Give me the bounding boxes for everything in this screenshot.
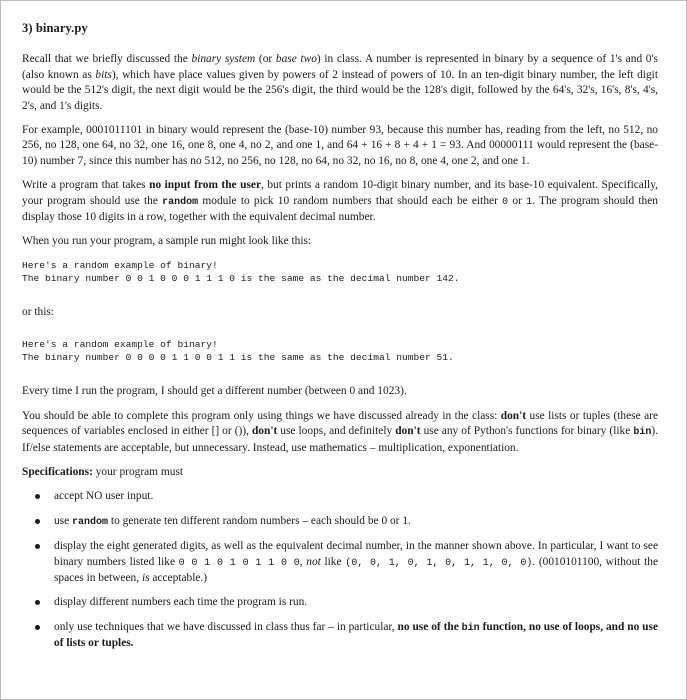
emphasis-dont: don't	[251, 425, 278, 438]
text-run: to generate ten different random numbers – each should be 0 or 1.	[108, 514, 411, 527]
text-run: would represent the (base-10) number 7, since this number has no 512, no 256, no 128, no 64, no 32, no 16, no 8, one 4, one 2, and one 1.	[22, 139, 658, 167]
text-run: For example,	[22, 124, 87, 137]
code-one: 1	[526, 196, 533, 208]
text-run: like	[320, 555, 346, 568]
emphasis-binary-system: binary system	[191, 53, 256, 66]
code-bin: bin	[633, 427, 652, 439]
text-run: . (	[532, 555, 543, 568]
paragraph-example	[22, 123, 658, 169]
paragraph-sample-intro: When you run your program, a sample run might look like this:	[22, 235, 312, 248]
emphasis-base-two: base two	[275, 53, 317, 66]
emphasis-function: function,	[479, 620, 526, 633]
assignment-sheet	[22, 21, 658, 661]
sample-run-2	[22, 338, 658, 364]
paragraph-restrictions	[22, 409, 658, 456]
bullet-icon	[35, 625, 40, 630]
sample-run-1-line-1: Here's a random example of binary!	[22, 259, 218, 271]
text-run: module to pick 10 random numbers that should each be either	[198, 194, 503, 207]
list-item	[22, 539, 658, 586]
bullet-icon	[35, 519, 40, 524]
code-zero: 0	[502, 196, 509, 208]
list-item	[22, 489, 658, 504]
specifications-heading	[22, 465, 658, 480]
text-run: Recall that we briefly discussed the	[22, 53, 192, 66]
text-run: . The program should then display those 10 digits in a row, together with the equivalent decimal number.	[22, 194, 658, 224]
paragraph-range: Every time I run the program, I should get a different number (between 0 and 1023).	[22, 385, 407, 398]
sample-run-1	[22, 259, 658, 285]
text-run: your program must	[92, 465, 184, 478]
text-run: ,	[299, 555, 307, 568]
specifications-label: Specifications:	[22, 465, 93, 478]
text-run: ). If/else statements are acceptable, but unnecessary. Instead, use mathematics – multiplication, exponentiation.	[22, 425, 658, 454]
text-run: You should be able to complete this program only using things we have discussed already in the class:	[22, 409, 501, 422]
code-random: random	[72, 516, 109, 528]
emphasis-no-loops-lists: no use of loops, and no use of lists or tuples.	[54, 620, 659, 650]
bullet-icon	[35, 600, 40, 605]
sample-run-2-line-2: The binary number 0 0 0 0 1 1 0 0 1 1 is the same as the decimal number 51.	[22, 352, 454, 364]
bullet-icon	[35, 544, 40, 549]
emphasis-bits: bits	[95, 68, 112, 81]
code-bin: bin	[461, 622, 480, 634]
text-run: only use techniques that we have discussed in class thus far – in particular,	[54, 620, 398, 633]
or-this-label: or this:	[22, 305, 54, 318]
paragraph-task	[22, 178, 658, 225]
text-run: ), which have place values given by powers of 2 instead of powers of 10. In an ten-digit binary number, the left digit would be the 512's digit, the next digit would be the 256's digit, the third would be the 128's digit, followed by the 64's, 32's, 16's, 8's, 4's, 2's, and 1's digits.	[22, 68, 658, 112]
text-run: , but prints a random 10-digit binary number, and its base-10 equivalent. Specifically, your program should use the	[22, 179, 658, 207]
bullet-icon	[35, 494, 40, 499]
text-run: use loops, and definitely	[277, 425, 396, 438]
emphasis-dont: don't	[395, 425, 421, 438]
emphasis-is: is	[141, 571, 150, 584]
example-binary-93: 0001011101	[86, 124, 143, 137]
text-run: ) in class. A number is represented in binary by a sequence of 1's and 0's (also known as	[22, 53, 658, 81]
code-random: random	[162, 196, 199, 208]
text-run: (or	[255, 53, 276, 66]
emphasis-not: not	[306, 555, 321, 568]
text-run: use	[54, 514, 73, 527]
emphasis-dont: don't	[500, 409, 527, 422]
list-item	[22, 620, 658, 652]
text-run: accept NO user input.	[54, 490, 154, 503]
text-run: display different numbers each time the program is run.	[54, 596, 308, 609]
text-run: , without the spaces in between,	[54, 555, 659, 584]
sample-run-2-line-1: Here's a random example of binary!	[22, 339, 218, 351]
text-run: in binary would represent the (base-10) number 93, because this number has, reading from the left, no 512, no 256, no 128, one 64, no 32, one 16, one 8, one 4, no 2, and one 1, and 64 + 16 + 8 + 4 + 1 = 93. And	[22, 124, 658, 152]
text-run: or	[508, 194, 527, 207]
text-run: acceptable.)	[149, 571, 208, 584]
sample-run-1-line-2: The binary number 0 0 1 0 0 0 1 1 1 0 is the same as the decimal number 142.	[22, 272, 460, 284]
example-unspaced-binary: 0010101100	[542, 555, 600, 568]
paragraph-binary-intro	[22, 52, 658, 114]
example-binary-7: 00000111	[488, 139, 534, 152]
assignment-title: 3) binary.py	[22, 21, 88, 35]
emphasis-no-input: no input from the user	[149, 179, 261, 192]
emphasis-no-use: no use of the	[397, 620, 462, 633]
text-run: Write a program that takes	[22, 179, 150, 192]
list-item	[22, 595, 658, 610]
list-item	[22, 514, 658, 530]
specifications-list	[22, 489, 658, 651]
text-run: use any of Python's functions for binary (like	[420, 425, 634, 438]
text-run: display the eight generated digits, as well as the equivalent decimal number, in the manner shown above. In particular, I want to see binary numbers listed like	[54, 540, 658, 568]
text-run: use lists or tuples (these are sequences of variables enclosed in either [] or ()),	[22, 409, 659, 438]
code-tuple-digits: (0, 0, 1, 0, 1, 0, 1, 1, 0, 0)	[345, 557, 533, 569]
code-spaced-digits: 0 0 1 0 1 0 1 1 0 0	[178, 557, 300, 569]
